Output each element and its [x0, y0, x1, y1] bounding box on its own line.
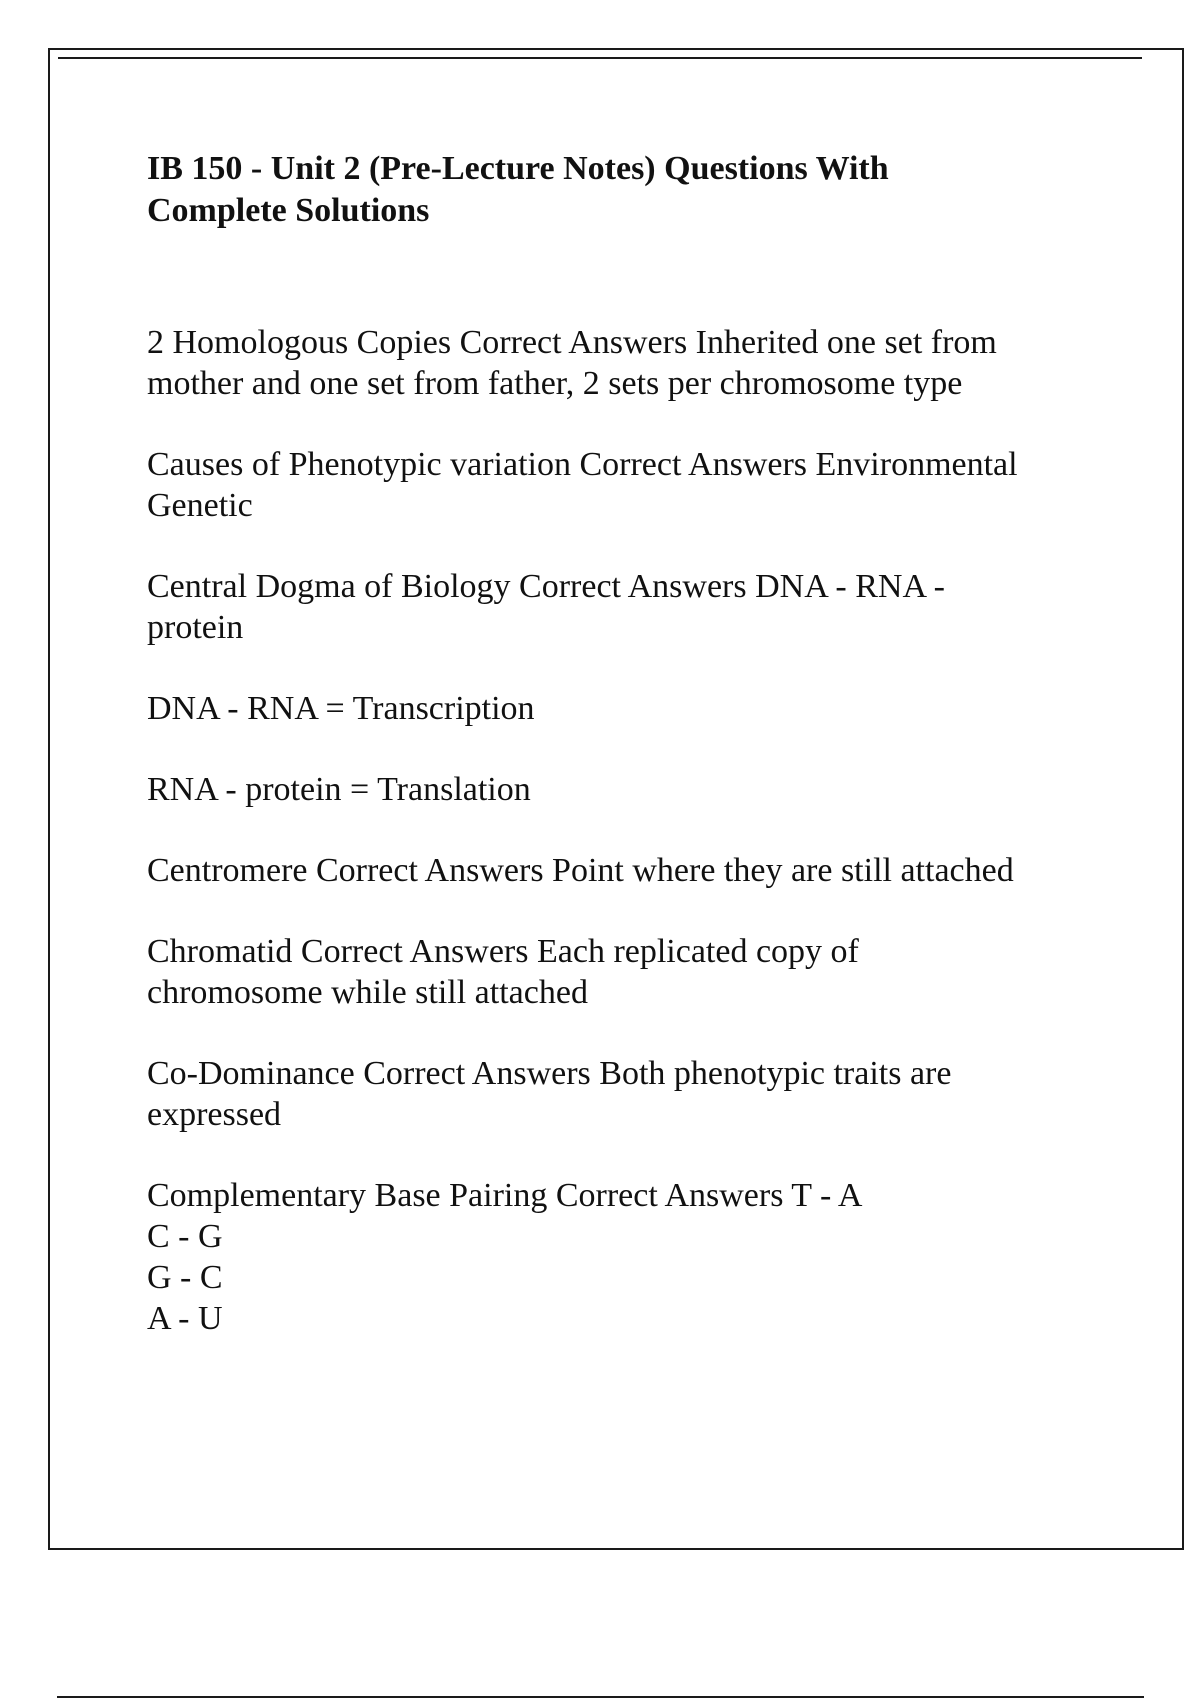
entry-co-dominance: Co-Dominance Correct Answers Both phenotypic traits are expressed	[147, 1055, 952, 1133]
document-title: IB 150 - Unit 2 (Pre-Lecture Notes) Questions With Complete Solutions	[147, 150, 889, 229]
entry-transcription: DNA - RNA = Transcription	[147, 690, 535, 727]
bottom-divider	[57, 1696, 1144, 1698]
entry-centromere: Centromere Correct Answers Point where they are still attached	[147, 852, 1014, 889]
entry-phenotypic-variation: Causes of Phenotypic variation Correct Answers Environmental Genetic	[147, 446, 1018, 524]
entry-base-pairing: Complementary Base Pairing Correct Answers T - A C - G G - C A - U	[147, 1177, 863, 1337]
entry-translation: RNA - protein = Translation	[147, 771, 531, 808]
page-frame	[48, 48, 1184, 1550]
top-divider	[58, 57, 1142, 59]
document-body	[147, 148, 1147, 1379]
entry-chromatid: Chromatid Correct Answers Each replicated copy of chromosome while still attached	[147, 933, 859, 1011]
entry-central-dogma: Central Dogma of Biology Correct Answers DNA - RNA - protein	[147, 568, 945, 646]
entry-homologous-copies: 2 Homologous Copies Correct Answers Inherited one set from mother and one set from father, 2 sets per chromosome type	[147, 324, 997, 402]
